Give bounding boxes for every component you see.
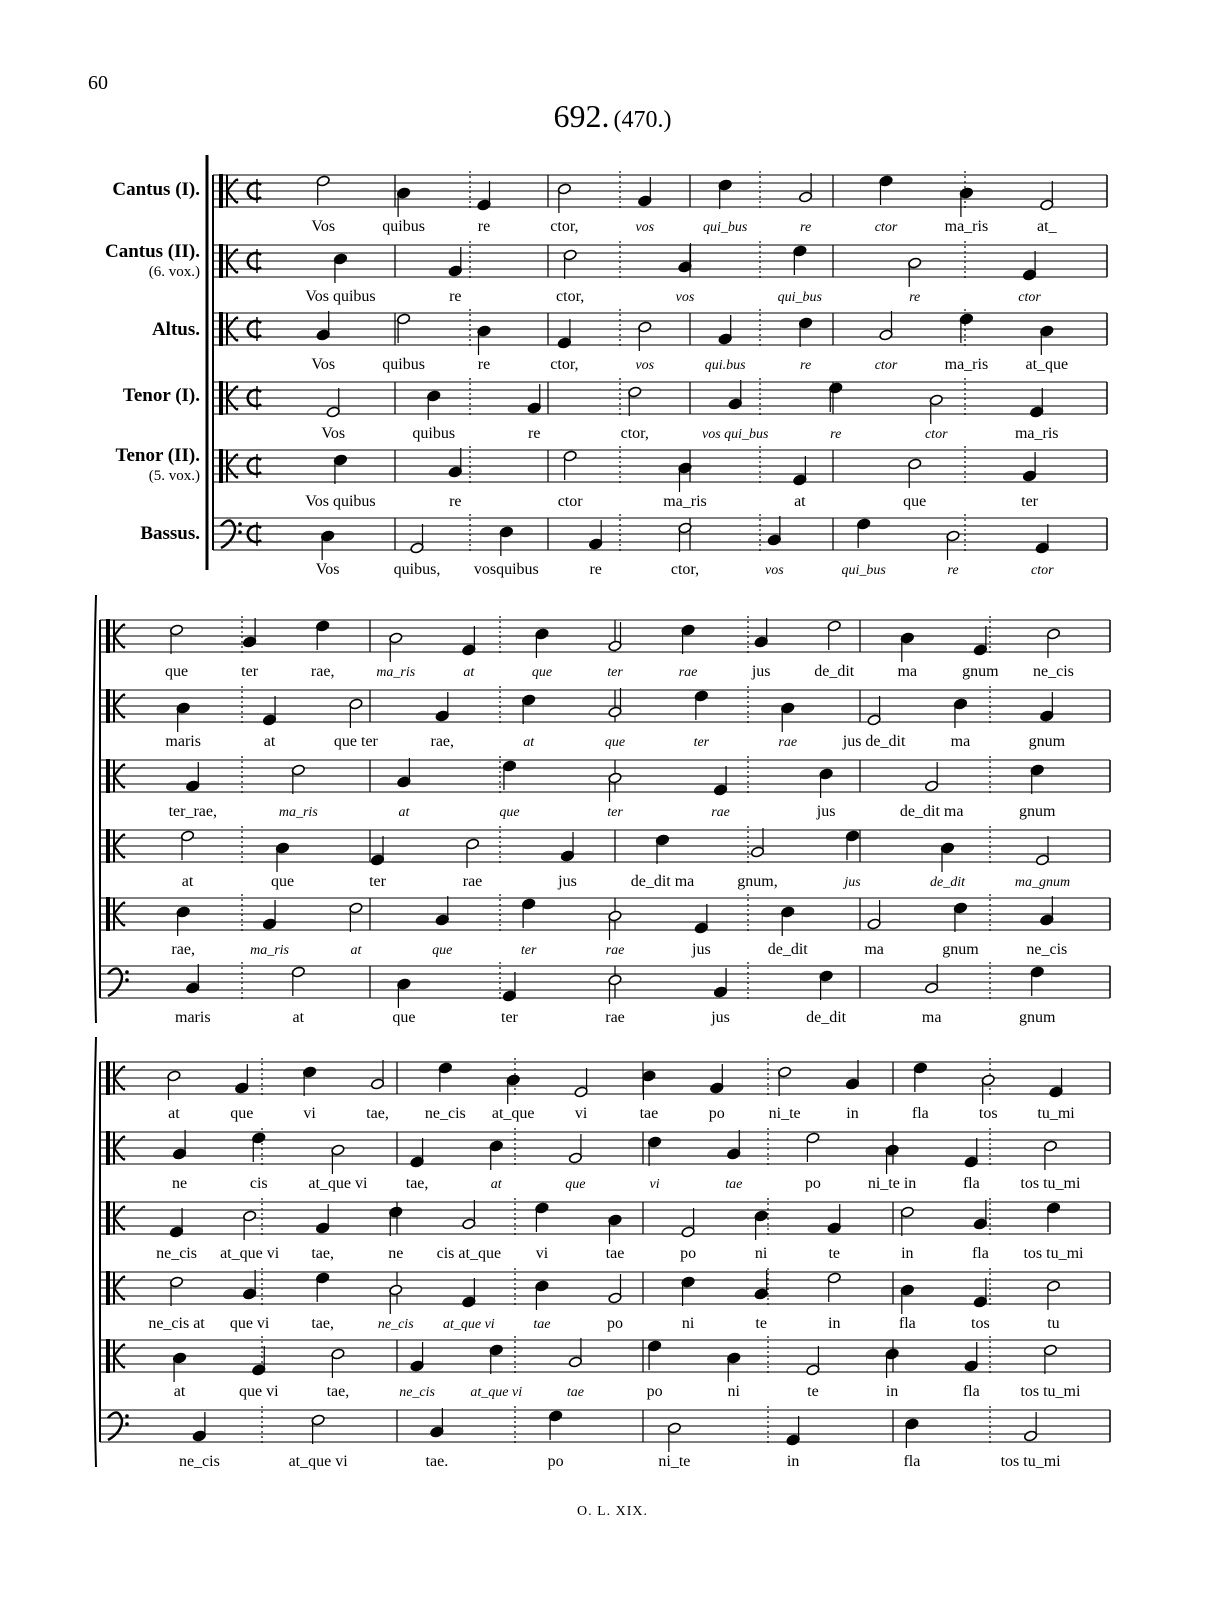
- lyric-syllable: que: [270, 873, 295, 890]
- lyric-syllable: ctor: [1018, 290, 1041, 305]
- lyric-syllable: ne: [172, 1175, 188, 1192]
- voice-name: Altus.: [151, 319, 200, 340]
- lyric-syllable: at_que vi: [220, 1245, 280, 1262]
- lyric-syllable: ma_ris: [944, 218, 989, 235]
- c-clef-icon: [106, 689, 110, 723]
- lyric-syllable: vi: [574, 1105, 588, 1122]
- lyric-syllable: fla: [962, 1383, 980, 1400]
- lyric-syllable: tae,: [366, 1105, 389, 1122]
- system-brace: [93, 1037, 96, 1467]
- c-clef-icon: [219, 381, 223, 415]
- lyric-syllable: at_que vi: [308, 1175, 368, 1192]
- f-clef-icon: [125, 978, 129, 982]
- lyric-syllable: tae: [639, 1105, 659, 1122]
- lyric-syllable: que: [565, 1177, 586, 1192]
- lyric-syllable: ter: [1021, 493, 1039, 510]
- lyric-syllable: vi: [535, 1245, 549, 1262]
- lyric-syllable: ctor: [557, 493, 583, 510]
- lyric-syllable: de_dit ma: [899, 803, 964, 820]
- lyric-syllable: rae: [462, 873, 483, 890]
- f-clef-icon: [125, 1422, 129, 1426]
- lyric-syllable: ni: [754, 1245, 768, 1262]
- lyric-syllable: ne_cis: [156, 1245, 197, 1262]
- c-clef-icon: [219, 312, 223, 346]
- lyric-syllable: at: [463, 665, 475, 680]
- lyric-syllable: ma_ris: [1014, 425, 1059, 442]
- lyric-syllable: te: [828, 1245, 841, 1262]
- lyric-syllable: rae: [605, 943, 625, 958]
- lyric-syllable: ctor: [924, 427, 948, 442]
- lyric-syllable: at: [292, 1009, 305, 1026]
- lyric-syllable: ter: [607, 665, 623, 680]
- lyric-syllable: vosquibus: [473, 561, 539, 578]
- voice-sub: (5. vox.): [148, 468, 200, 484]
- lyric-syllable: po: [607, 1315, 623, 1332]
- c-clef-icon: [106, 619, 110, 653]
- lyric-syllable: ni_te: [658, 1453, 691, 1470]
- lyric-syllable: at: [350, 943, 362, 958]
- lyric-syllable: rae: [678, 665, 698, 680]
- piece-number: 692.: [553, 98, 610, 134]
- lyric-syllable: quibus: [382, 218, 425, 235]
- lyric-syllable: maris: [175, 1009, 211, 1026]
- lyric-syllable: gnum,: [737, 873, 778, 890]
- lyric-syllable: po: [708, 1105, 725, 1122]
- c-clef-icon: [106, 829, 110, 863]
- lyric-syllable: ctor: [874, 358, 898, 373]
- lyric-syllable: que: [499, 805, 520, 820]
- lyric-syllable: ni_te in: [867, 1175, 917, 1192]
- lyric-syllable: vos: [675, 290, 695, 305]
- lyric-syllable: de_dit ma: [630, 873, 695, 890]
- lyric-syllable: que: [164, 663, 189, 680]
- lyric-syllable: cis at_que: [436, 1245, 502, 1262]
- lyric-syllable: de_dit: [930, 875, 965, 890]
- voice-name: Bassus.: [140, 523, 200, 544]
- lyric-syllable: jus: [692, 941, 711, 958]
- lyric-syllable: ter_rae,: [168, 803, 217, 820]
- lyric-syllable: tos: [978, 1105, 998, 1122]
- lyric-syllable: fla: [962, 1175, 980, 1192]
- lyric-syllable: rae,: [430, 733, 455, 750]
- lyric-syllable: fla: [971, 1245, 989, 1262]
- lyric-syllable: tae,: [326, 1383, 350, 1400]
- lyric-syllable: at_: [1037, 218, 1057, 235]
- system-brace: [93, 595, 96, 1023]
- lyric-syllable: tae,: [311, 1245, 335, 1262]
- lyric-syllable: maris: [165, 733, 201, 750]
- lyric-syllable: Vos: [311, 218, 336, 235]
- lyric-syllable: jus de_dit: [842, 733, 906, 750]
- lyric-syllable: ne_cis: [178, 1453, 220, 1470]
- lyric-syllable: re: [909, 290, 921, 305]
- lyric-syllable: in: [828, 1315, 841, 1332]
- c-clef-icon: [219, 174, 223, 208]
- lyric-syllable: qui.bus: [704, 358, 746, 373]
- lyric-syllable: at: [398, 805, 410, 820]
- lyric-syllable: ma_ris: [663, 493, 707, 510]
- lyric-syllable: re: [830, 427, 842, 442]
- lyric-syllable: re: [589, 561, 602, 578]
- lyric-syllable: rae: [605, 1009, 625, 1026]
- lyric-syllable: ni: [681, 1315, 695, 1332]
- lyric-syllable: ma_ris: [250, 943, 289, 958]
- lyric-syllable: que: [531, 665, 553, 680]
- lyric-syllable: tae,: [405, 1175, 429, 1192]
- lyric-syllable: qui_bus: [777, 290, 823, 305]
- lyric-syllable: ma: [921, 1009, 942, 1026]
- lyric-syllable: at: [490, 1177, 502, 1192]
- lyric-syllable: re: [449, 288, 462, 305]
- lyric-syllable: ni_te: [768, 1105, 801, 1122]
- lyric-syllable: rae,: [171, 941, 195, 958]
- lyric-syllable: ma: [950, 733, 971, 750]
- lyric-syllable: at: [794, 493, 806, 510]
- c-clef-icon: [219, 449, 223, 483]
- lyric-syllable: at: [181, 873, 194, 890]
- lyric-syllable: ter: [693, 735, 710, 750]
- lyric-syllable: ctor: [874, 220, 898, 235]
- lyric-syllable: at_que vi: [470, 1385, 523, 1400]
- lyric-syllable: vos qui_bus: [702, 427, 769, 442]
- lyric-syllable: que vi: [238, 1383, 279, 1400]
- voice-name: Tenor (I).: [122, 385, 200, 406]
- lyric-syllable: tae: [725, 1177, 743, 1192]
- lyric-syllable: re: [800, 358, 812, 373]
- lyric-syllable: tos tu_mi: [1000, 1453, 1061, 1470]
- voice-name: Cantus (I).: [112, 179, 200, 200]
- f-clef-icon: [125, 970, 129, 974]
- lyric-syllable: tos tu_mi: [1023, 1245, 1084, 1262]
- lyric-syllable: que ter: [333, 733, 378, 750]
- lyric-syllable: jus: [816, 803, 836, 820]
- lyric-syllable: ctor: [1031, 563, 1054, 578]
- lyric-syllable: vos: [635, 358, 655, 373]
- lyric-syllable: tos tu_mi: [1020, 1383, 1081, 1400]
- voice-sub: (6. vox.): [148, 264, 200, 280]
- lyric-syllable: tu_mi: [1037, 1105, 1075, 1122]
- lyric-syllable: ter: [501, 1009, 518, 1026]
- c-clef-icon: [106, 1201, 110, 1235]
- lyric-syllable: ne_cis: [377, 1317, 414, 1332]
- lyric-syllable: ter: [369, 873, 386, 890]
- lyric-syllable: at: [168, 1105, 180, 1122]
- lyric-syllable: gnum: [1028, 733, 1066, 750]
- lyric-syllable: qui_bus: [841, 563, 886, 578]
- lyric-syllable: Vos quibus: [305, 288, 376, 305]
- lyric-syllable: vos: [635, 220, 655, 235]
- lyric-syllable: ne_cis: [424, 1105, 466, 1122]
- lyric-syllable: Vos: [321, 425, 346, 442]
- lyric-syllable: jus: [558, 873, 577, 890]
- lyric-syllable: ctor,: [556, 288, 585, 305]
- lyric-syllable: in: [786, 1453, 800, 1470]
- lyric-syllable: de_dit: [814, 663, 855, 680]
- lyric-syllable: que vi: [229, 1315, 270, 1332]
- lyric-syllable: ma_ris: [376, 665, 416, 680]
- f-clef-icon: [238, 522, 242, 526]
- lyric-syllable: ne: [388, 1245, 404, 1262]
- lyric-syllable: ctor,: [550, 356, 579, 373]
- lyric-syllable: ni: [727, 1383, 740, 1400]
- c-clef-icon: [106, 1061, 110, 1095]
- lyric-syllable: in: [846, 1105, 859, 1122]
- c-clef-icon: [106, 759, 110, 793]
- lyric-syllable: tu: [1047, 1315, 1060, 1332]
- lyric-syllable: po: [804, 1175, 821, 1192]
- lyric-syllable: vi: [649, 1177, 660, 1192]
- lyric-syllable: de_dit: [767, 941, 808, 958]
- lyric-syllable: que: [230, 1105, 254, 1122]
- lyric-syllable: de_dit: [806, 1009, 847, 1026]
- lyric-syllable: tae,: [311, 1315, 335, 1332]
- lyric-syllable: at_que: [491, 1105, 535, 1122]
- lyric-syllable: que: [903, 493, 927, 510]
- c-clef-icon: [106, 897, 110, 931]
- f-clef-icon: [238, 530, 242, 534]
- lyric-syllable: in: [885, 1383, 899, 1400]
- lyric-syllable: gnum: [962, 663, 999, 680]
- lyric-syllable: ne_cis: [1033, 663, 1074, 680]
- lyric-syllable: vos: [764, 563, 784, 578]
- lyric-syllable: quibus,: [393, 561, 441, 578]
- lyric-syllable: ne_cis: [1026, 941, 1068, 958]
- lyric-syllable: Vos quibus: [305, 493, 376, 510]
- lyric-syllable: po: [547, 1453, 564, 1470]
- lyric-syllable: gnum: [1018, 1009, 1056, 1026]
- lyric-syllable: Vos: [315, 561, 340, 578]
- lyric-syllable: ma_gnum: [1014, 875, 1071, 890]
- lyric-syllable: tos tu_mi: [1020, 1175, 1081, 1192]
- lyric-syllable: at_que: [1025, 356, 1069, 373]
- lyric-syllable: fla: [903, 1453, 921, 1470]
- lyric-syllable: at_que vi: [442, 1317, 495, 1332]
- c-clef-icon: [106, 1271, 110, 1305]
- lyric-syllable: Vos: [311, 356, 336, 373]
- lyric-syllable: jus: [711, 1009, 730, 1026]
- lyric-syllable: ctor,: [620, 425, 649, 442]
- lyric-syllable: fla: [898, 1315, 916, 1332]
- voice-name: Cantus (II).: [104, 241, 200, 262]
- lyric-syllable: at: [173, 1383, 186, 1400]
- lyric-syllable: gnum: [942, 941, 979, 958]
- lyric-syllable: ter: [241, 663, 259, 680]
- lyric-syllable: tae: [566, 1385, 584, 1400]
- lyric-syllable: jus: [844, 875, 861, 890]
- page-number: 60: [88, 72, 108, 94]
- lyric-syllable: que: [432, 943, 453, 958]
- lyric-syllable: ma: [864, 941, 884, 958]
- f-clef-icon: [125, 1414, 129, 1418]
- lyric-syllable: re: [449, 493, 462, 510]
- lyric-syllable: ter: [520, 943, 537, 958]
- voice-name: Tenor (II).: [115, 445, 200, 466]
- lyric-syllable: que: [604, 735, 626, 750]
- lyric-syllable: gnum: [1018, 803, 1056, 820]
- lyric-syllable: te: [755, 1315, 767, 1332]
- lyric-syllable: ctor,: [670, 561, 700, 578]
- lyric-syllable: in: [901, 1245, 914, 1262]
- lyric-syllable: quibus: [382, 356, 425, 373]
- lyric-syllable: quibus: [412, 425, 456, 442]
- lyric-syllable: rae: [711, 805, 730, 820]
- c-clef-icon: [106, 1339, 110, 1373]
- lyric-syllable: cis: [249, 1175, 268, 1192]
- lyric-syllable: at_que vi: [288, 1453, 348, 1470]
- lyric-syllable: re: [528, 425, 541, 442]
- lyric-syllable: re: [947, 563, 959, 578]
- footer-signature: O. L. XIX.: [576, 1504, 649, 1519]
- lyric-syllable: tae: [533, 1317, 551, 1332]
- lyric-syllable: jus: [751, 663, 771, 680]
- lyric-syllable: ma_ris: [278, 805, 318, 820]
- lyric-syllable: tos: [971, 1315, 990, 1332]
- lyric-syllable: re: [477, 218, 491, 235]
- lyric-syllable: tae: [605, 1245, 625, 1262]
- c-clef-icon: [219, 244, 223, 278]
- lyric-syllable: vi: [303, 1105, 316, 1122]
- lyric-syllable: tae.: [425, 1453, 449, 1470]
- lyric-syllable: rae,: [310, 663, 335, 680]
- c-clef-icon: [106, 1131, 110, 1165]
- lyric-syllable: ne_cis at: [148, 1315, 205, 1332]
- lyric-syllable: re: [477, 356, 491, 373]
- lyric-syllable: ne_cis: [399, 1385, 435, 1400]
- lyric-syllable: fla: [911, 1105, 929, 1122]
- lyric-syllable: ctor,: [550, 218, 579, 235]
- lyric-syllable: ter: [607, 805, 623, 820]
- lyric-syllable: po: [646, 1383, 663, 1400]
- lyric-syllable: rae: [778, 735, 798, 750]
- lyric-syllable: ma: [897, 663, 918, 680]
- lyric-syllable: re: [800, 220, 812, 235]
- lyric-syllable: at: [523, 735, 535, 750]
- lyric-syllable: ma_ris: [944, 356, 989, 373]
- lyric-syllable: po: [680, 1245, 697, 1262]
- lyric-syllable: te: [807, 1383, 819, 1400]
- lyric-syllable: que: [392, 1009, 416, 1026]
- lyric-syllable: at: [263, 733, 276, 750]
- lyric-syllable: qui_bus: [703, 220, 748, 235]
- piece-alt-number: (470.): [613, 107, 672, 133]
